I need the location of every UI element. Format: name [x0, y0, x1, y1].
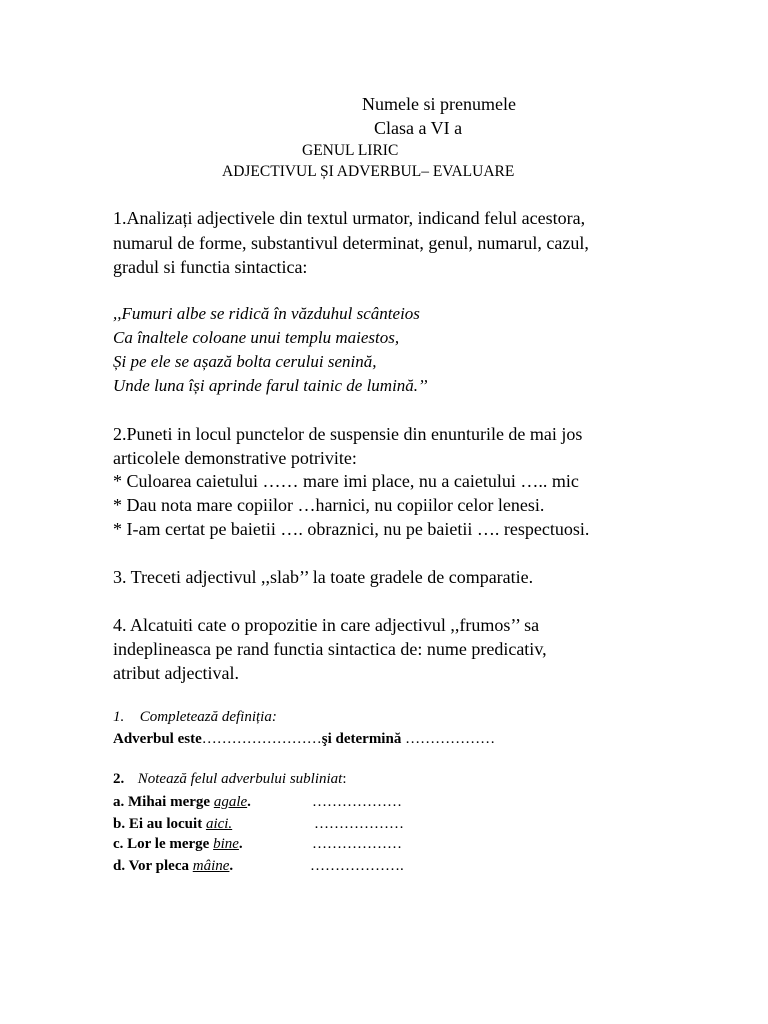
adv2-title: [113, 771, 347, 788]
adv1-middle: şi determină: [321, 731, 406, 747]
q4-line-3: atribut adjectival.: [113, 663, 239, 683]
item-a-suffix: .: [247, 794, 251, 810]
genre-title: GENUL LIRIC: [302, 142, 399, 159]
q3-line: 3. Treceti adjectivul ,,slab’’ la toate gradele de comparatie.: [113, 567, 534, 587]
item-d-adverb: mâine: [192, 858, 230, 874]
item-d-prefix: d. Vor pleca: [113, 858, 193, 874]
item-a-prefix: a. Mihai merge: [113, 794, 214, 810]
adv1-title-text: Completează definiția:: [139, 709, 277, 725]
adv1-number: 1.: [113, 709, 125, 725]
adv2-item-d: [113, 858, 233, 875]
q2-item-1: * Culoarea caietului …… mare imi place, nu a caietului ….. mic: [113, 471, 579, 491]
poem-line-4: Unde luna își aprinde farul tainic de lumină.’’: [113, 376, 428, 395]
item-b-prefix: b. Ei au locuit: [113, 816, 206, 832]
adv2-colon: :: [342, 771, 347, 787]
adv1-title: [113, 709, 277, 726]
adv2-item-c: [113, 836, 243, 853]
q2-item-2: * Dau nota mare copiilor …harnici, nu copiilor celor lenesi.: [113, 495, 545, 515]
adv2-number: 2.: [113, 771, 125, 787]
item-b-dots: ………………: [314, 816, 404, 832]
class-line: Clasa a VI a: [374, 118, 463, 138]
adv1-definition: [113, 731, 495, 748]
q1-line-3: gradul si functia sintactica:: [113, 257, 308, 277]
name-line: Numele si prenumele: [362, 94, 516, 114]
item-d-dots: ……………….: [310, 858, 404, 874]
adv1-dots-2: ………………: [405, 731, 496, 747]
q2-line-2: articolele demonstrative potrivite:: [113, 448, 357, 468]
poem-line-3: Și pe ele se așază bolta cerului senină,: [113, 352, 377, 371]
adv2-item-b: [113, 816, 232, 833]
evaluation-title: ADJECTIVUL ȘI ADVERBUL– EVALUARE: [222, 163, 515, 180]
item-c-prefix: c. Lor le merge: [113, 836, 214, 852]
poem-line-1: ,,Fumuri albe se ridică în văzduhul scânteios: [113, 304, 420, 323]
adv2-item-a: [113, 794, 251, 811]
adv2-title-text: Notează felul adverbului subliniat: [137, 771, 343, 787]
item-c-adverb: bine: [213, 836, 239, 852]
q1-line-1: 1.Analizați adjectivele din textul urmator, indicand felul acestora,: [113, 208, 586, 228]
item-c-dots: ………………: [312, 836, 402, 852]
adv1-dots-1: ……………………: [201, 731, 322, 747]
q4-line-1: 4. Alcatuiti cate o propozitie in care adjectivul ,,frumos’’ sa: [113, 615, 540, 635]
poem-line-2: Ca înaltele coloane unui templu maiestos,: [113, 328, 400, 347]
adv1-prefix: Adverbul este: [113, 731, 202, 747]
q2-line-1: 2.Puneti in locul punctelor de suspensie din enunturile de mai jos: [113, 424, 583, 444]
item-c-suffix: .: [238, 836, 243, 852]
item-d-suffix: .: [229, 858, 234, 874]
q1-line-2: numarul de forme, substantivul determinat, genul, numarul, cazul,: [113, 233, 589, 253]
q4-line-2: indeplineasca pe rand functia sintactica de: nume predicativ,: [113, 639, 547, 659]
item-b-adverb: aici.: [205, 816, 233, 832]
item-a-dots: ………………: [312, 794, 402, 810]
q2-item-3: * I-am certat pe baietii …. obraznici, nu pe baietii …. respectuosi.: [113, 519, 590, 539]
item-a-adverb: agale: [213, 794, 248, 810]
